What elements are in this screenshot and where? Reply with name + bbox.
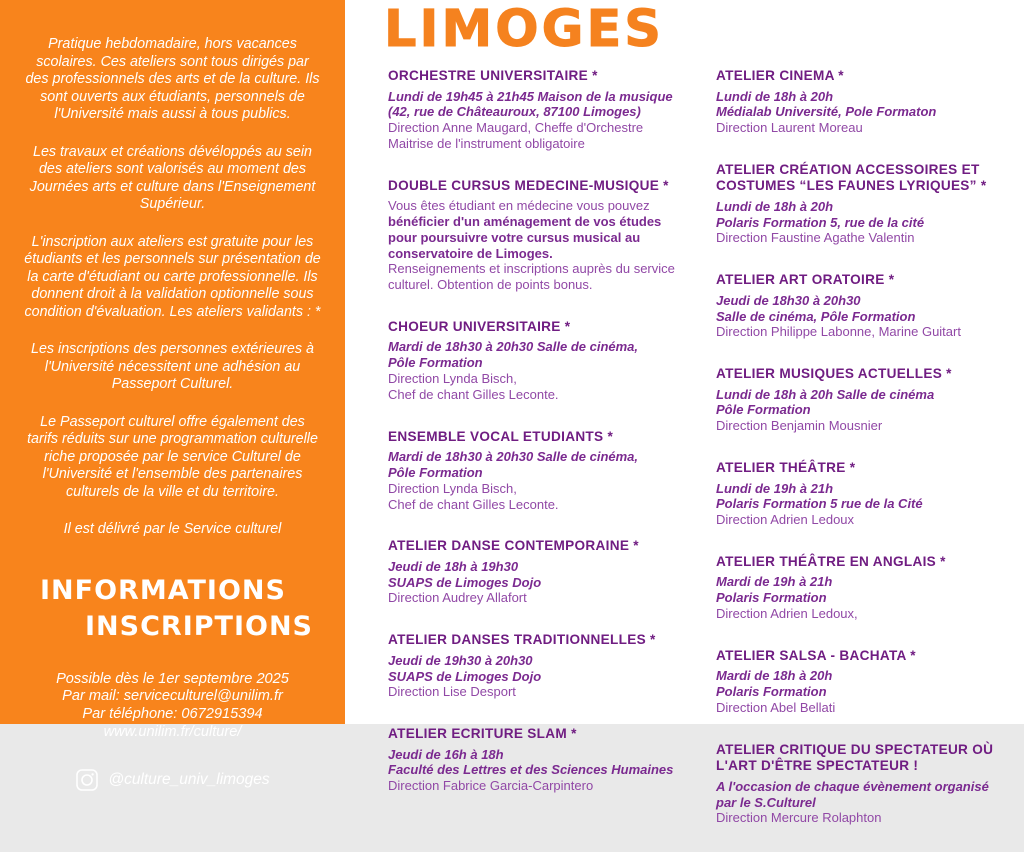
contact-link-line[interactable]: Par mail: serviceculturel@unilim.fr: [62, 688, 283, 705]
workshop-entry: [716, 460, 1018, 528]
workshop-schedule-line: Lundi de 18h à 20h: [716, 88, 834, 104]
workshop-schedule-line: SUAPS de Limoges Dojo: [388, 668, 542, 684]
workshop-detail-line: culturel. Obtention de points bonus.: [388, 277, 593, 293]
workshop-schedule-line: Pôle Formation: [388, 355, 483, 371]
workshop-entry: [388, 429, 690, 513]
workshop-detail-line: Direction Lynda Bisch,: [388, 371, 517, 387]
workshop-schedule-line: par le S.Culturel: [716, 794, 816, 810]
workshop-entry: [388, 632, 690, 700]
workshop-entry: [716, 272, 1018, 340]
informations-inscriptions-heading: [24, 573, 321, 645]
workshop-title: ATELIER MUSIQUES ACTUELLES *: [716, 366, 952, 382]
contact-link-line[interactable]: www.unilim.fr/culture/: [103, 723, 242, 740]
workshop-schedule-line: Polaris Formation 5, rue de la cité: [716, 214, 925, 230]
workshop-detail-line: Direction Benjamin Mousnier: [716, 418, 883, 434]
sidebar-paragraphs: [24, 36, 321, 539]
instagram-handle[interactable]: @culture_univ_limoges: [108, 770, 270, 788]
workshop-entry: [716, 648, 1018, 716]
workshop-title: ATELIER CRITIQUE DU SPECTATEUR OÙ L'ART D'ÊTRE SPECTATEUR !: [716, 741, 994, 774]
sidebar: [0, 0, 345, 788]
workshop-entry: [388, 319, 690, 403]
workshop-schedule-line: (42, rue de Châteauroux, 87100 Limoges): [388, 104, 641, 120]
workshop-title: ORCHESTRE UNIVERSITAIRE *: [388, 68, 598, 83]
workshop-title: ATELIER THÉÂTRE EN ANGLAIS *: [716, 553, 946, 569]
contact-line: Par téléphone: 0672915394: [82, 706, 263, 723]
workshop-title: DOUBLE CURSUS MEDECINE-MUSIQUE *: [388, 177, 669, 193]
sidebar-paragraph: Les inscriptions des personnes extérieures à l'Université nécessitent une adhésion au Passeport Culturel.: [31, 341, 314, 392]
sidebar-paragraph: Pratique hebdomadaire, hors vacances scolaires. Ces ateliers sont tous dirigés par des professionnels des arts et de la culture. Ils sont ouverts aux étudiants, personnels de l'Université mais aussi à tous publics.: [25, 36, 320, 122]
workshop-detail-line: Direction Anne Maugard, Cheffe d'Orchestre: [388, 120, 644, 136]
workshop-title: ATELIER DANSES TRADITIONNELLES *: [388, 632, 656, 648]
workshops-column-left: [388, 68, 690, 820]
workshop-schedule-line: Pôle Formation: [388, 464, 483, 480]
workshop-detail-line: Direction Adrien Ledoux: [716, 512, 855, 528]
workshop-detail-line: Vous êtes étudiant en médecine vous pouvez: [388, 198, 650, 214]
workshop-title: ATELIER SALSA - BACHATA *: [716, 647, 916, 663]
workshop-entry: [388, 726, 690, 794]
workshop-detail-line: Direction Audrey Allafort: [388, 590, 527, 606]
sidebar-paragraph: Il est délivré par le Service culturel: [63, 521, 282, 537]
workshop-schedule-line: Jeudi de 18h à 19h30: [388, 558, 519, 574]
workshop-detail-line: Direction Lise Desport: [388, 684, 516, 700]
workshop-detail-line: Chef de chant Gilles Leconte.: [388, 386, 559, 402]
workshop-schedule-line: Jeudi de 16h à 18h: [388, 746, 504, 762]
workshop-detail-line: Renseignements et inscriptions auprès du service: [388, 261, 675, 277]
workshop-schedule-line: Polaris Formation: [716, 590, 827, 606]
workshop-title: ATELIER CRÉATION ACCESSOIRES ET COSTUMES “LES FAUNES LYRIQUES” *: [716, 161, 987, 194]
workshop-detail-line: Direction Laurent Moreau: [716, 120, 863, 136]
workshop-schedule-line: Faculté des Lettres et des Sciences Humaines: [388, 762, 674, 778]
workshop-entry: [716, 554, 1018, 622]
workshop-detail-line: Direction Mercure Rolaphton: [716, 810, 882, 826]
workshop-entry: [716, 742, 1018, 826]
workshop-schedule-line: Lundi de 18h à 20h Salle de cinéma: [716, 386, 935, 402]
workshop-schedule-line: Polaris Formation: [716, 684, 827, 700]
workshop-schedule-line: conservatoire de Limoges.: [388, 245, 553, 261]
workshop-entry: [388, 538, 690, 606]
workshop-entry: [388, 68, 690, 152]
workshop-entry: [388, 178, 690, 293]
workshop-schedule-line: bénéficier d'un aménagement de vos études: [388, 213, 662, 229]
sidebar-paragraph: L'inscription aux ateliers est gratuite pour les étudiants et les personnels sur présentation de la carte d'étudiant ou carte professionnelle. Ils donnent droit à la validation optionnelle sous condition d'évaluation. Les ateliers validants : *: [24, 233, 321, 320]
workshop-schedule-line: Lundi de 19h45 à 21h45 Maison de la musique: [388, 88, 673, 104]
workshop-schedule-line: Mardi de 18h30 à 20h30 Salle de cinéma,: [388, 449, 639, 465]
workshop-schedule-line: Polaris Formation 5 rue de la Cité: [716, 496, 923, 512]
workshop-schedule-line: Pôle Formation: [716, 402, 811, 418]
workshop-detail-line: Direction Fabrice Garcia-Carpintero: [388, 778, 594, 794]
workshop-detail-line: Chef de chant Gilles Leconte.: [388, 496, 559, 512]
instagram-icon: [75, 768, 99, 792]
workshop-detail-line: Direction Faustine Agathe Valentin: [716, 230, 915, 246]
workshop-title: ATELIER ART ORATOIRE *: [716, 272, 895, 288]
workshop-title: ATELIER ECRITURE SLAM *: [388, 726, 577, 742]
workshop-detail-line: Direction Adrien Ledoux,: [716, 606, 858, 622]
workshop-schedule-line: SUAPS de Limoges Dojo: [388, 574, 542, 590]
workshop-schedule-line: Mardi de 18h à 20h: [716, 668, 833, 684]
workshop-schedule-line: Lundi de 18h à 20h: [716, 198, 834, 214]
workshop-schedule-line: pour poursuivre votre cursus musical au: [388, 229, 641, 245]
workshop-schedule-line: Lundi de 19h à 21h: [716, 480, 834, 496]
workshop-detail-line: Direction Philippe Labonne, Marine Guitart: [716, 324, 961, 340]
workshop-detail-line: Direction Abel Bellati: [716, 699, 836, 715]
workshop-schedule-line: Salle de cinéma, Pôle Formation: [716, 308, 916, 324]
workshop-entry: [716, 68, 1018, 136]
workshop-schedule-line: Jeudi de 19h30 à 20h30: [388, 652, 533, 668]
instagram-row[interactable]: [24, 768, 321, 792]
workshop-schedule-line: Mardi de 19h à 21h: [716, 574, 833, 590]
workshops-column-right: [716, 68, 1018, 852]
workshop-schedule-line: Jeudi de 18h30 à 20h30: [716, 292, 861, 308]
heading-inscriptions: INSCRIPTIONS: [85, 610, 313, 642]
sidebar-paragraph: Le Passeport culturel offre également des tarifs réduits sur une programmation culturelle riche proposée par le service Culturel de l'Université et l'ensemble des partenaires culturels de la ville et du territoire.: [27, 413, 318, 500]
workshop-title: ATELIER THÉÂTRE *: [716, 460, 856, 476]
workshop-title: CHOEUR UNIVERSITAIRE *: [388, 318, 571, 334]
workshop-schedule-line: A l'occasion de chaque évènement organisé: [716, 778, 989, 794]
workshop-title: ATELIER DANSE CONTEMPORAINE *: [388, 538, 639, 554]
contact-line: Possible dès le 1er septembre 2025: [56, 670, 289, 687]
workshop-detail-line: Direction Lynda Bisch,: [388, 480, 517, 496]
workshop-entry: [716, 366, 1018, 434]
workshop-entry: [716, 162, 1018, 246]
workshop-title: ATELIER CINEMA *: [716, 68, 844, 83]
heading-informations: INFORMATIONS: [40, 574, 286, 606]
sidebar-paragraph: Les travaux et créations dévéloppés au sein des ateliers sont valorisés au moment des Journées arts et culture dans l'Enseignement Supérieur.: [29, 143, 316, 212]
contact-block: [24, 671, 321, 742]
workshop-schedule-line: Médialab Université, Pole Formaton: [716, 104, 937, 120]
workshop-title: ENSEMBLE VOCAL ETUDIANTS *: [388, 428, 614, 444]
limoges-logo: LIMOGES: [384, 0, 665, 59]
workshop-detail-line: Maitrise de l'instrument obligatoire: [388, 135, 585, 151]
workshop-schedule-line: Mardi de 18h30 à 20h30 Salle de cinéma,: [388, 339, 639, 355]
